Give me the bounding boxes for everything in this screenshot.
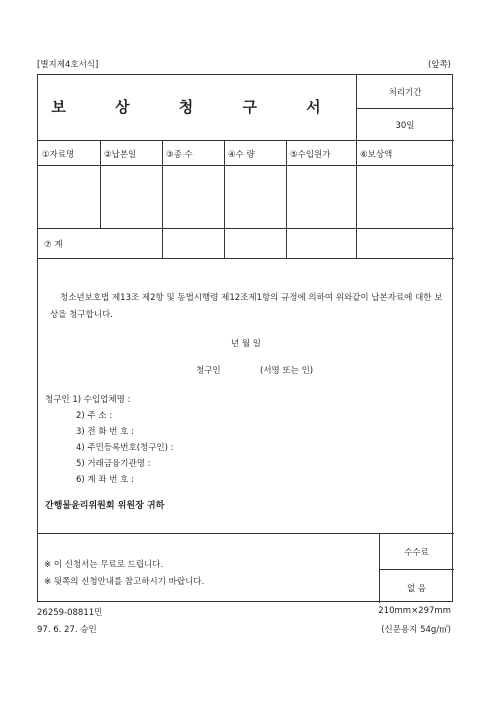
claimant-phone: 3) 전 화 번 호 : <box>76 427 134 437</box>
column-header-material-name: ①자료명 <box>42 150 75 160</box>
form-number: [별지제4호서식] <box>37 60 99 70</box>
divider <box>100 140 101 228</box>
divider <box>38 258 454 259</box>
claimant-line: 청구인 <box>196 366 221 376</box>
paper-type: (신문용지 54g/㎡) <box>381 625 451 635</box>
claimant-resident-number: 4) 주민등록번호(청구인) : <box>76 443 174 453</box>
claim-form <box>37 74 453 602</box>
claim-statement: 청소년보호법 제13조 제2항 및 동법시행령 제12조제1항의 규정에 의하여 위와같이 납본자료에 대한 보상을 청구합니다. <box>50 293 443 320</box>
claimant-account-number: 6) 계 좌 번 호 : <box>76 475 134 485</box>
divider <box>286 140 287 258</box>
approval-date: 97. 6. 27. 승인 <box>37 625 97 635</box>
divider <box>379 569 454 570</box>
addressee: 간행물윤리위원회 위원장 귀하 <box>45 501 165 511</box>
divider <box>162 140 163 258</box>
column-header-quantity: ④수 량 <box>228 150 255 160</box>
signature-note: (서명 또는 인) <box>260 366 314 376</box>
divider <box>38 533 454 534</box>
claimant-address: 2) 주 소 : <box>76 411 113 421</box>
page-side-label: (앞쪽) <box>427 60 451 70</box>
processing-period-value: 30일 <box>395 121 415 131</box>
processing-period-label: 처리기간 <box>388 88 422 98</box>
divider <box>224 140 225 258</box>
column-header-compensation: ⑥보상액 <box>360 150 393 160</box>
divider <box>38 228 454 229</box>
claimant-importer-name: 청구인 1) 수입업체명 : <box>45 395 131 405</box>
fee-value: 없 음 <box>406 584 427 594</box>
fee-label: 수수료 <box>404 548 429 558</box>
note-free-form: ※ 이 신청서는 무료로 드립니다. <box>44 560 164 570</box>
date-line: 년 월 일 <box>230 339 262 349</box>
divider <box>356 140 357 258</box>
form-code: 26259-08811민 <box>37 608 103 618</box>
total-label: ⑦ 계 <box>44 240 63 250</box>
column-header-delivery-date: ②납본일 <box>104 150 137 160</box>
column-header-kinds: ③종 수 <box>166 150 193 160</box>
claimant-bank: 5) 거래금융기관명 : <box>76 459 151 469</box>
column-header-import-cost: ⑤수입원가 <box>290 150 331 160</box>
note-see-back: ※ 뒷쪽의 신청안내를 참고하시기 바랍니다. <box>44 577 205 587</box>
divider <box>356 108 454 109</box>
form-title: 보 상 청 구 서 <box>51 98 343 116</box>
paper-size: 210mm×297mm <box>378 606 451 616</box>
